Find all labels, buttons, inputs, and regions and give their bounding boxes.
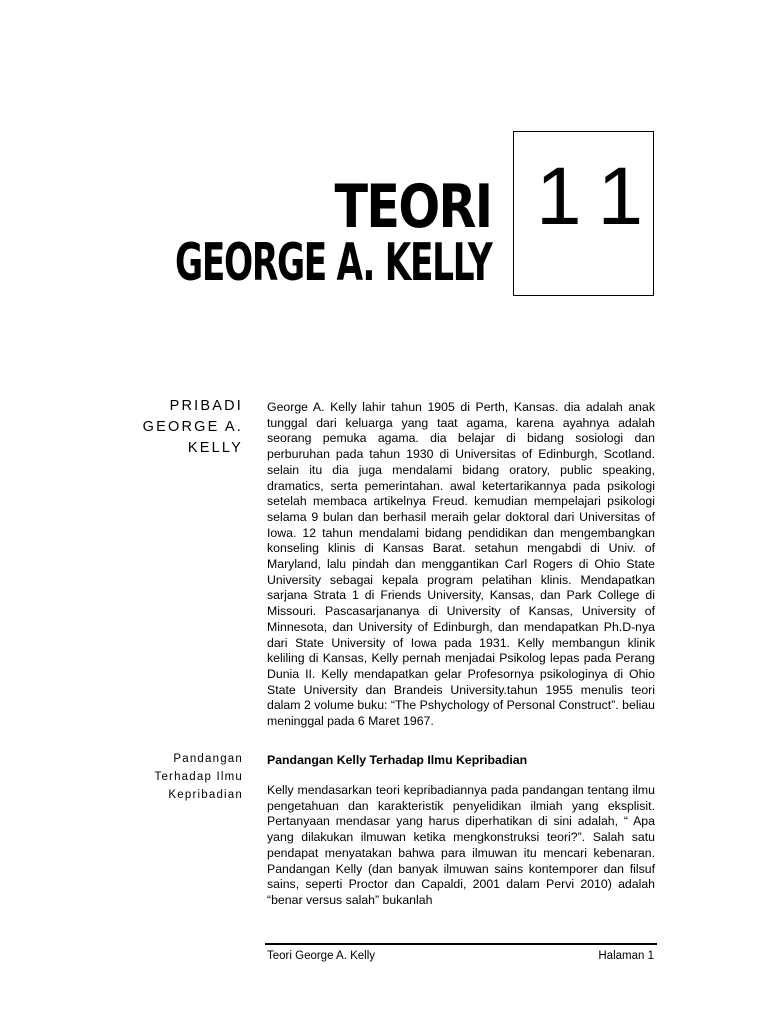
page-number: Halaman 1 — [598, 950, 654, 962]
side-heading-pandangan — [0, 750, 243, 804]
footer-title: Teori George A. Kelly — [267, 950, 376, 962]
chapter-number: 11 — [536, 151, 666, 242]
title-line-1: TEORI — [334, 172, 491, 242]
side-heading-line: Pandangan — [173, 753, 243, 765]
footer-rule — [265, 943, 657, 945]
title-line-2: GEORGE A. KELLY — [174, 233, 491, 293]
side-heading-line: Kepribadian — [168, 789, 243, 801]
chapter-box — [513, 131, 666, 296]
side-heading-line: Terhadap Ilmu — [154, 771, 243, 783]
paragraph-biography: George A. Kelly lahir tahun 1905 di Perth, Kansas. dia adalah anak tunggal dari keluarga yang taat agama, karena ayahnya adalah seorang pemuka agama. dia belajar di bidang sosiologi dan perburuhan pada tahun 1930 di Universitas of Edinburgh, Scotland. selain itu dia juga mendalami bidang oratory, public speaking, dramatics, serta pemerintahan. awal ketertarikannya pada psikologi setelah membaca artikelnya Freud. kemudian mempelajari psikologi selama 9 bulan dan berhasil meraih gelar doktoral dari Universitas of Iowa. 12 tahun mendalami bidang pendidikan dan mengembangkan konseling klinis di Kansas Barat. setahun mengabdi di Univ. of Maryland, lalu pindah dan menggantikan Carl Rogers di Ohio State University sebagai kepala program pelatihan klinis. Mendapatkan sarjana Strata 1 di Friends University, Kansas, dan Park College di Missouri. Pascasarjananya di University of Kansas, University of Minnesota, dan University of Edinburgh, dan mendapatkan Ph.D-nya dari State University of Iowa pada 1931. Kelly membangun klinik keliling di Kansas, Kelly pernah menjadai Psikolog lepas pada Perang Dunia II. Kelly mendapatkan gelar Profesornya psikologinya di Ohio State University dan Brandeis University.tahun 1955 menulis teori dalam 2 volume buku: “The Pshychology of Personal Construct”. beliau meninggal pada 6 Maret 1967. — [267, 400, 655, 729]
side-heading-line: GEORGE A. — [142, 419, 243, 435]
side-heading-line: PRIBADI — [169, 398, 243, 414]
paragraph-pandangan: Kelly mendasarkan teori kepribadiannya pada pandangan tentang ilmu pengetahuan dan karakteristik penyelidikan ilmiah yang eksplisit. Pertanyaan mendasar yang harus diperhatikan di sini adalah, “ Apa yang dilakukan ilmuwan ketika mengkonstruksi teori?”. Salah satu pendapat menyatakan bahwa para ilmuwan itu mencari kebenaran. Pandangan Kelly (dan banyak ilmuwan sains kontemporer dan filsuf sains, seperti Proctor dan Capaldi, 2001 dalam Pervi 2010) adalah “benar versus salah” bukanlah — [267, 783, 655, 907]
section-subheading: Pandangan Kelly Terhadap Ilmu Kepribadian — [267, 753, 528, 767]
side-heading-line: KELLY — [187, 440, 243, 456]
side-heading-pribadi — [0, 396, 243, 459]
